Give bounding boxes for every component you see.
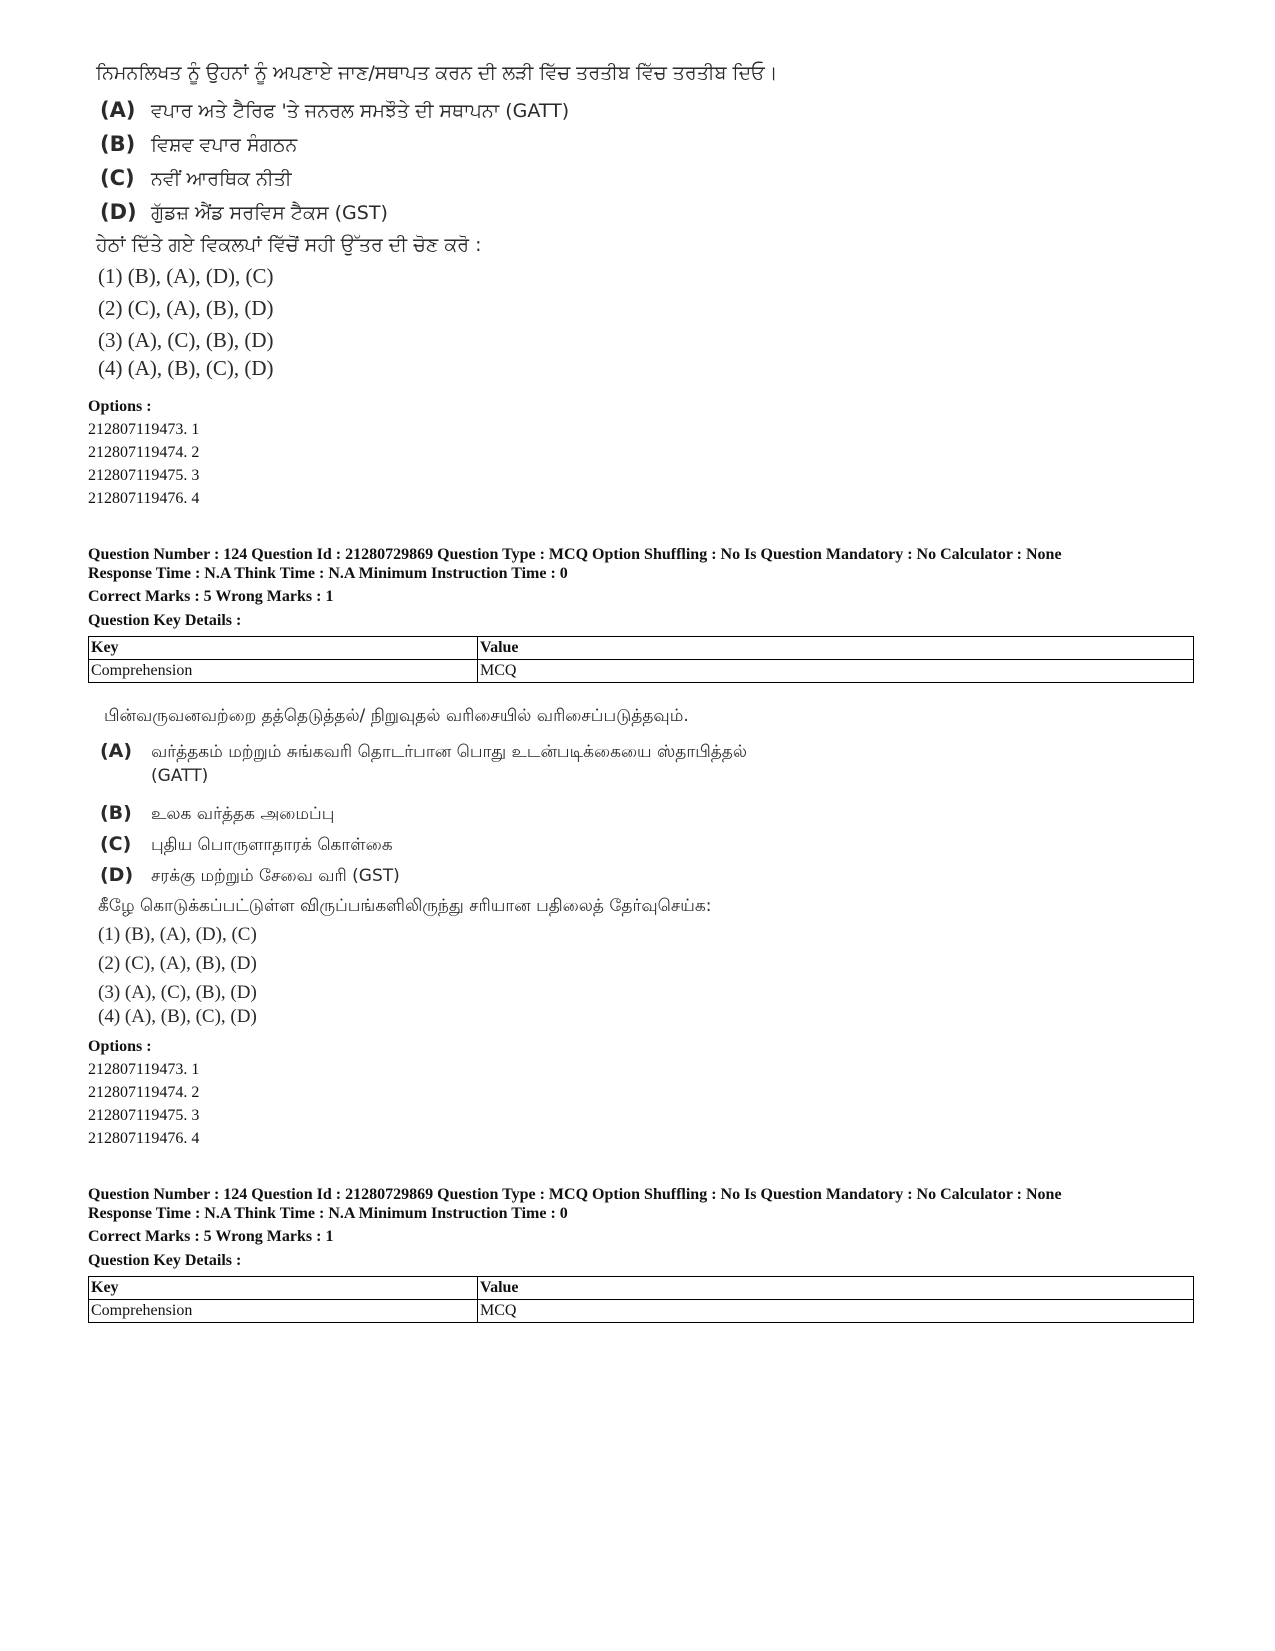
option-item: 212807119473. 1 — [88, 1061, 200, 1078]
choice: (3) (A), (C), (B), (D) — [98, 328, 274, 352]
item-text: ਨਵੀਂ ਆਰਥਿਕ ਨੀਤੀ — [151, 168, 292, 190]
item-text: உலக வர்த்தக அமைப்பு — [151, 804, 335, 824]
item-label: (C) — [100, 166, 135, 190]
table-header-row — [89, 1277, 1194, 1300]
item-label: (D) — [100, 200, 137, 224]
item-text: ਵਿਸ਼ਵ ਵਪਾਰ ਸੰਗਠਨ — [151, 134, 298, 156]
options-heading: Options : — [88, 398, 152, 415]
item-label: (A) — [100, 740, 133, 762]
table-cell: Comprehension — [89, 1300, 478, 1323]
item-text: ਵਪਾਰ ਅਤੇ ਟੈਰਿਫ 'ਤੇ ਜਨਰਲ ਸਮਝੌਤੇ ਦੀ ਸਥਾਪਨਾ (GATT) — [151, 100, 570, 122]
key-details-table — [88, 636, 1194, 683]
table-cell: MCQ — [478, 660, 1194, 683]
choice: (2) (C), (A), (B), (D) — [98, 953, 257, 974]
choose-instruction: கீழே கொடுக்கப்பட்டுள்ள விருப்பங்களிலிருந்து சரியான பதிலைத் தேர்வுசெய்க: — [98, 896, 712, 916]
item-text-cont: (GATT) — [151, 766, 209, 786]
table-row — [89, 1300, 1194, 1323]
choice: (4) (A), (B), (C), (D) — [98, 1006, 257, 1027]
table-header-cell: Key — [89, 637, 478, 660]
marks-line: Correct Marks : 5 Wrong Marks : 1 — [88, 588, 334, 605]
item-text: சரக்கு மற்றும் சேவை வரி (GST) — [151, 866, 400, 886]
option-item: 212807119476. 4 — [88, 490, 200, 507]
key-details-heading: Question Key Details : — [88, 1252, 242, 1269]
option-item: 212807119474. 2 — [88, 444, 200, 461]
question-title: பின்வருவனவற்றை தத்தெடுத்தல்/ நிறுவுதல் வரிசையில் வரிசைப்படுத்தவும். — [104, 706, 689, 726]
choice: (2) (C), (A), (B), (D) — [98, 296, 274, 320]
item-text: புதிய பொருளாதாரக் கொள்கை — [151, 835, 393, 855]
item-label: (B) — [100, 802, 132, 824]
choose-instruction: ਹੇਠਾਂ ਦਿੱਤੇ ਗਏ ਵਿਕਲਪਾਂ ਵਿੱਚੋਂ ਸਹੀ ਉੱਤਰ ਦੀ ਚੋਣ ਕਰੋ : — [96, 234, 482, 256]
table-row — [89, 660, 1194, 683]
option-item: 212807119475. 3 — [88, 1107, 200, 1124]
choice: (3) (A), (C), (B), (D) — [98, 982, 257, 1003]
question-meta-line: Response Time : N.A Think Time : N.A Minimum Instruction Time : 0 — [88, 565, 568, 582]
choice: (1) (B), (A), (D), (C) — [98, 924, 257, 945]
table-header-cell: Value — [478, 1277, 1194, 1300]
choice: (1) (B), (A), (D), (C) — [98, 264, 274, 288]
table-header-cell: Value — [478, 637, 1194, 660]
option-item: 212807119476. 4 — [88, 1130, 200, 1147]
options-heading: Options : — [88, 1038, 152, 1055]
key-details-heading: Question Key Details : — [88, 612, 242, 629]
item-label: (C) — [100, 833, 132, 855]
choice: (4) (A), (B), (C), (D) — [98, 356, 274, 380]
option-item: 212807119474. 2 — [88, 1084, 200, 1101]
question-meta-line: Response Time : N.A Think Time : N.A Minimum Instruction Time : 0 — [88, 1205, 568, 1222]
item-label: (A) — [100, 98, 136, 122]
table-header-row — [89, 637, 1194, 660]
question-meta-line: Question Number : 124 Question Id : 21280729869 Question Type : MCQ Option Shuffling : No Is Question Mandatory : No Calculator : None — [88, 1186, 1062, 1203]
option-item: 212807119473. 1 — [88, 421, 200, 438]
option-item: 212807119475. 3 — [88, 467, 200, 484]
marks-line: Correct Marks : 5 Wrong Marks : 1 — [88, 1228, 334, 1245]
table-cell: Comprehension — [89, 660, 478, 683]
question-meta-line: Question Number : 124 Question Id : 21280729869 Question Type : MCQ Option Shuffling : No Is Question Mandatory : No Calculator : None — [88, 546, 1062, 563]
item-text: ਗੁੱਡਜ਼ ਐਂਡ ਸਰਵਿਸ ਟੈਕਸ (GST) — [151, 202, 388, 224]
key-details-table — [88, 1276, 1194, 1323]
table-cell: MCQ — [478, 1300, 1194, 1323]
item-label: (B) — [100, 132, 136, 156]
question-title: ਨਿਮਨਲਿਖਤ ਨੂੰ ਉਹਨਾਂ ਨੂੰ ਅਪਣਾਏ ਜਾਣ/ਸਥਾਪਤ ਕਰਨ ਦੀ ਲੜੀ ਵਿੱਚ ਤਰਤੀਬ ਵਿੱਚ ਤਰਤੀਬ ਦਿਓ। — [96, 62, 778, 84]
punjabi-question-image — [96, 62, 816, 402]
tamil-question-image — [96, 706, 916, 1036]
item-label: (D) — [100, 864, 134, 886]
item-text: வர்த்தகம் மற்றும் சுங்கவரி தொடர்பான பொது உடன்படிக்கையை ஸ்தாபித்தல் — [151, 742, 747, 762]
table-header-cell: Key — [89, 1277, 478, 1300]
